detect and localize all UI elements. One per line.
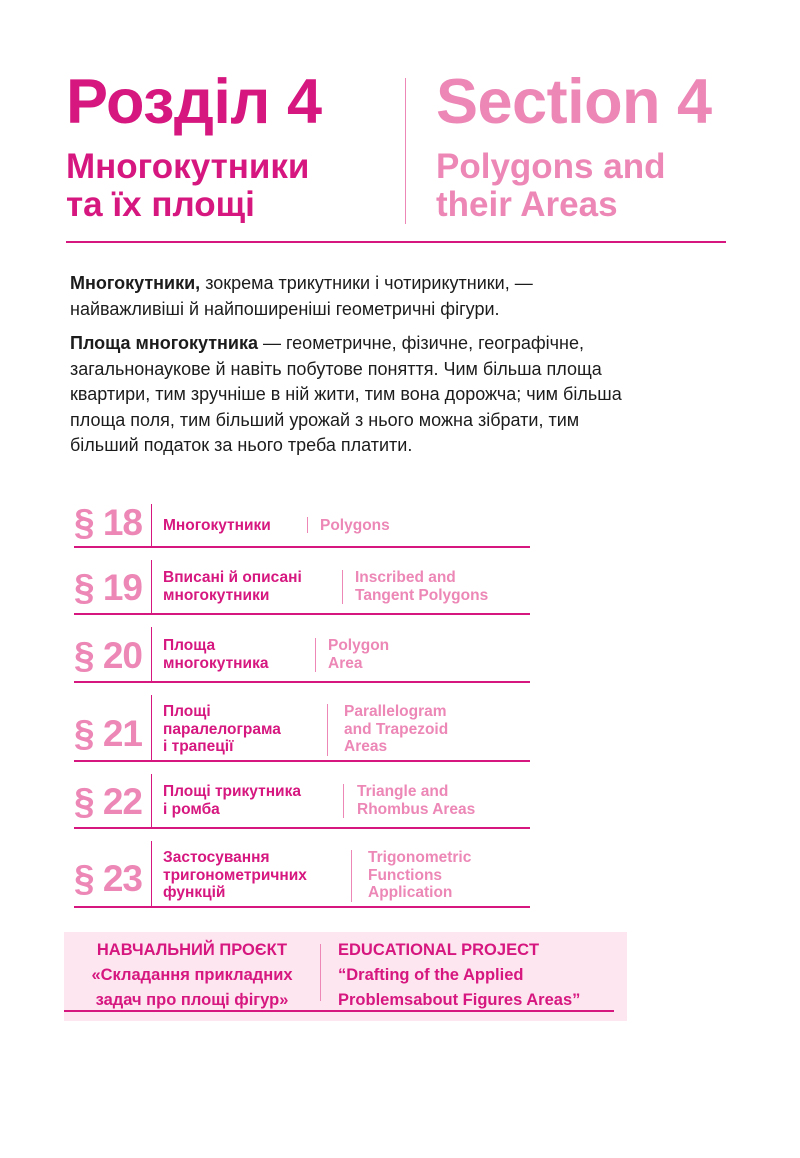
toc-lang-separator [315,638,316,672]
toc-title-en-line: Inscribed and [355,569,456,586]
section-title-en-line1: Polygons and [436,147,666,186]
toc-rule [74,546,530,548]
toc-separator [151,841,152,906]
project-en-line: Problemsabout Figures Areas” [338,991,581,1009]
toc-title-en [357,783,475,818]
toc-separator [151,774,152,827]
toc-title-ua-line: многокутника [163,654,269,672]
toc-title-ua [163,849,307,902]
toc-number: § 19 [74,567,143,608]
toc-title-ua-line: многокутники [163,586,270,604]
toc-title-en-line: Triangle and [357,783,449,800]
project-en [338,938,580,1013]
section-title-ua [66,148,309,224]
toc-title-ua [163,637,268,672]
toc-title-ua-line: паралелограма [163,720,281,738]
toc-title-ua [163,569,302,604]
toc-title-en [328,637,389,672]
header-rule [66,241,726,243]
toc-rule [74,613,530,615]
toc-title-en-line: Polygons [320,517,390,534]
toc-rule [74,827,530,829]
toc-title-en-line: Functions [368,866,443,884]
educational-project-box[interactable] [64,932,627,1021]
toc-number: § 20 [74,635,143,676]
toc-title-en-line: Application [368,884,453,901]
toc-title-en [355,569,488,604]
toc-title-en [320,517,390,535]
toc-item-20[interactable] [74,625,530,683]
toc-number: § 18 [74,502,143,543]
toc-separator [151,560,152,613]
toc-number: § 21 [74,713,143,754]
project-ua-line: «Складання прикладних [91,966,293,984]
toc-number: § 23 [74,858,143,899]
toc-title-en-line: Area [328,654,363,672]
toc-item-23[interactable] [74,839,530,908]
section-title-ua-line2: та їх площі [66,184,255,224]
toc-item-21[interactable] [74,693,530,762]
intro-text [70,271,650,468]
toc-title-ua [163,517,271,535]
intro-term-polygons: Многокутники, [70,273,201,293]
toc-title-ua-line: Площа [163,637,216,654]
toc-title-en [368,849,471,902]
toc-title-en-line: Rhombus Areas [357,800,476,818]
toc-title-ua-line: Многокутники [163,517,271,534]
intro-paragraph-2 [70,331,650,459]
toc-separator [151,627,152,681]
toc-title-en [344,703,448,756]
section-number-ua: Розділ 4 [66,67,322,137]
header-divider [405,78,406,224]
toc-title-en-line: Trigonometric [368,849,472,866]
toc-title-ua-line: функцій [163,884,226,901]
toc-title-en-line: Tangent Polygons [355,586,489,604]
toc-item-18[interactable] [74,498,530,548]
toc-title-ua [163,783,301,818]
project-en-heading: EDUCATIONAL PROJECT [338,941,540,959]
section-title-en [436,148,665,224]
toc-title-en-line: and Trapezoid [344,720,449,738]
intro-paragraph-2-text: — геометричне, фізичне, географічне, загальнонаукове й навіть побутове поняття. Чим більша площа квартири, тим зручніше в ній жити, тим вона дорожча; чим більша площа поля, тим більший урожай з нього можна зібрати, тим більший податок за нього треба платити. [70,333,622,455]
toc-title-ua-line: Площі трикутника [163,783,301,800]
toc-number: § 22 [74,781,143,822]
toc-lang-separator [327,704,328,756]
toc-title-en-line: Polygon [328,637,390,654]
section-title-en-line2: their Areas [436,184,618,224]
toc-title-en-line: Parallelogram [344,703,447,720]
toc-rule [74,760,530,762]
intro-term-area: Площа многокутника [70,333,258,353]
project-en-line: “Drafting of the Applied [338,966,524,984]
toc-title-en-line: Areas [344,738,388,755]
toc-title-ua-line: Вписані й описані [163,569,302,586]
toc-lang-separator [307,517,308,533]
project-divider [320,944,321,1001]
project-ua-line: задач про площі фігур» [95,991,289,1009]
toc-title-ua [163,703,281,756]
toc-title-ua-line: і трапеції [163,738,234,755]
toc-item-19[interactable] [74,558,530,615]
toc-lang-separator [351,850,352,902]
toc-rule [74,681,530,683]
project-ua [82,938,302,1013]
intro-paragraph-1 [70,271,650,322]
toc-lang-separator [343,784,344,818]
project-ua-heading: НАВЧАЛЬНИЙ ПРОЄКТ [96,941,288,959]
toc-rule [74,906,530,908]
toc-title-ua-line: і ромба [163,800,220,818]
section-title-ua-line1: Многокутники [66,147,310,186]
toc-item-22[interactable] [74,772,530,829]
toc-title-ua-line: Площі [163,703,211,720]
toc-title-ua-line: Застосування [163,849,270,866]
section-number-en: Section 4 [436,67,712,137]
toc-separator [151,504,152,546]
project-rule [64,1010,614,1012]
toc-lang-separator [342,570,343,604]
intro-paragraph-1-text: зокрема трикутники і чотирикутники, — найважливіші й найпоширеніші геометричні фігури. [70,273,533,319]
toc-title-ua-line: тригонометричних [163,866,307,884]
toc-separator [151,695,152,760]
